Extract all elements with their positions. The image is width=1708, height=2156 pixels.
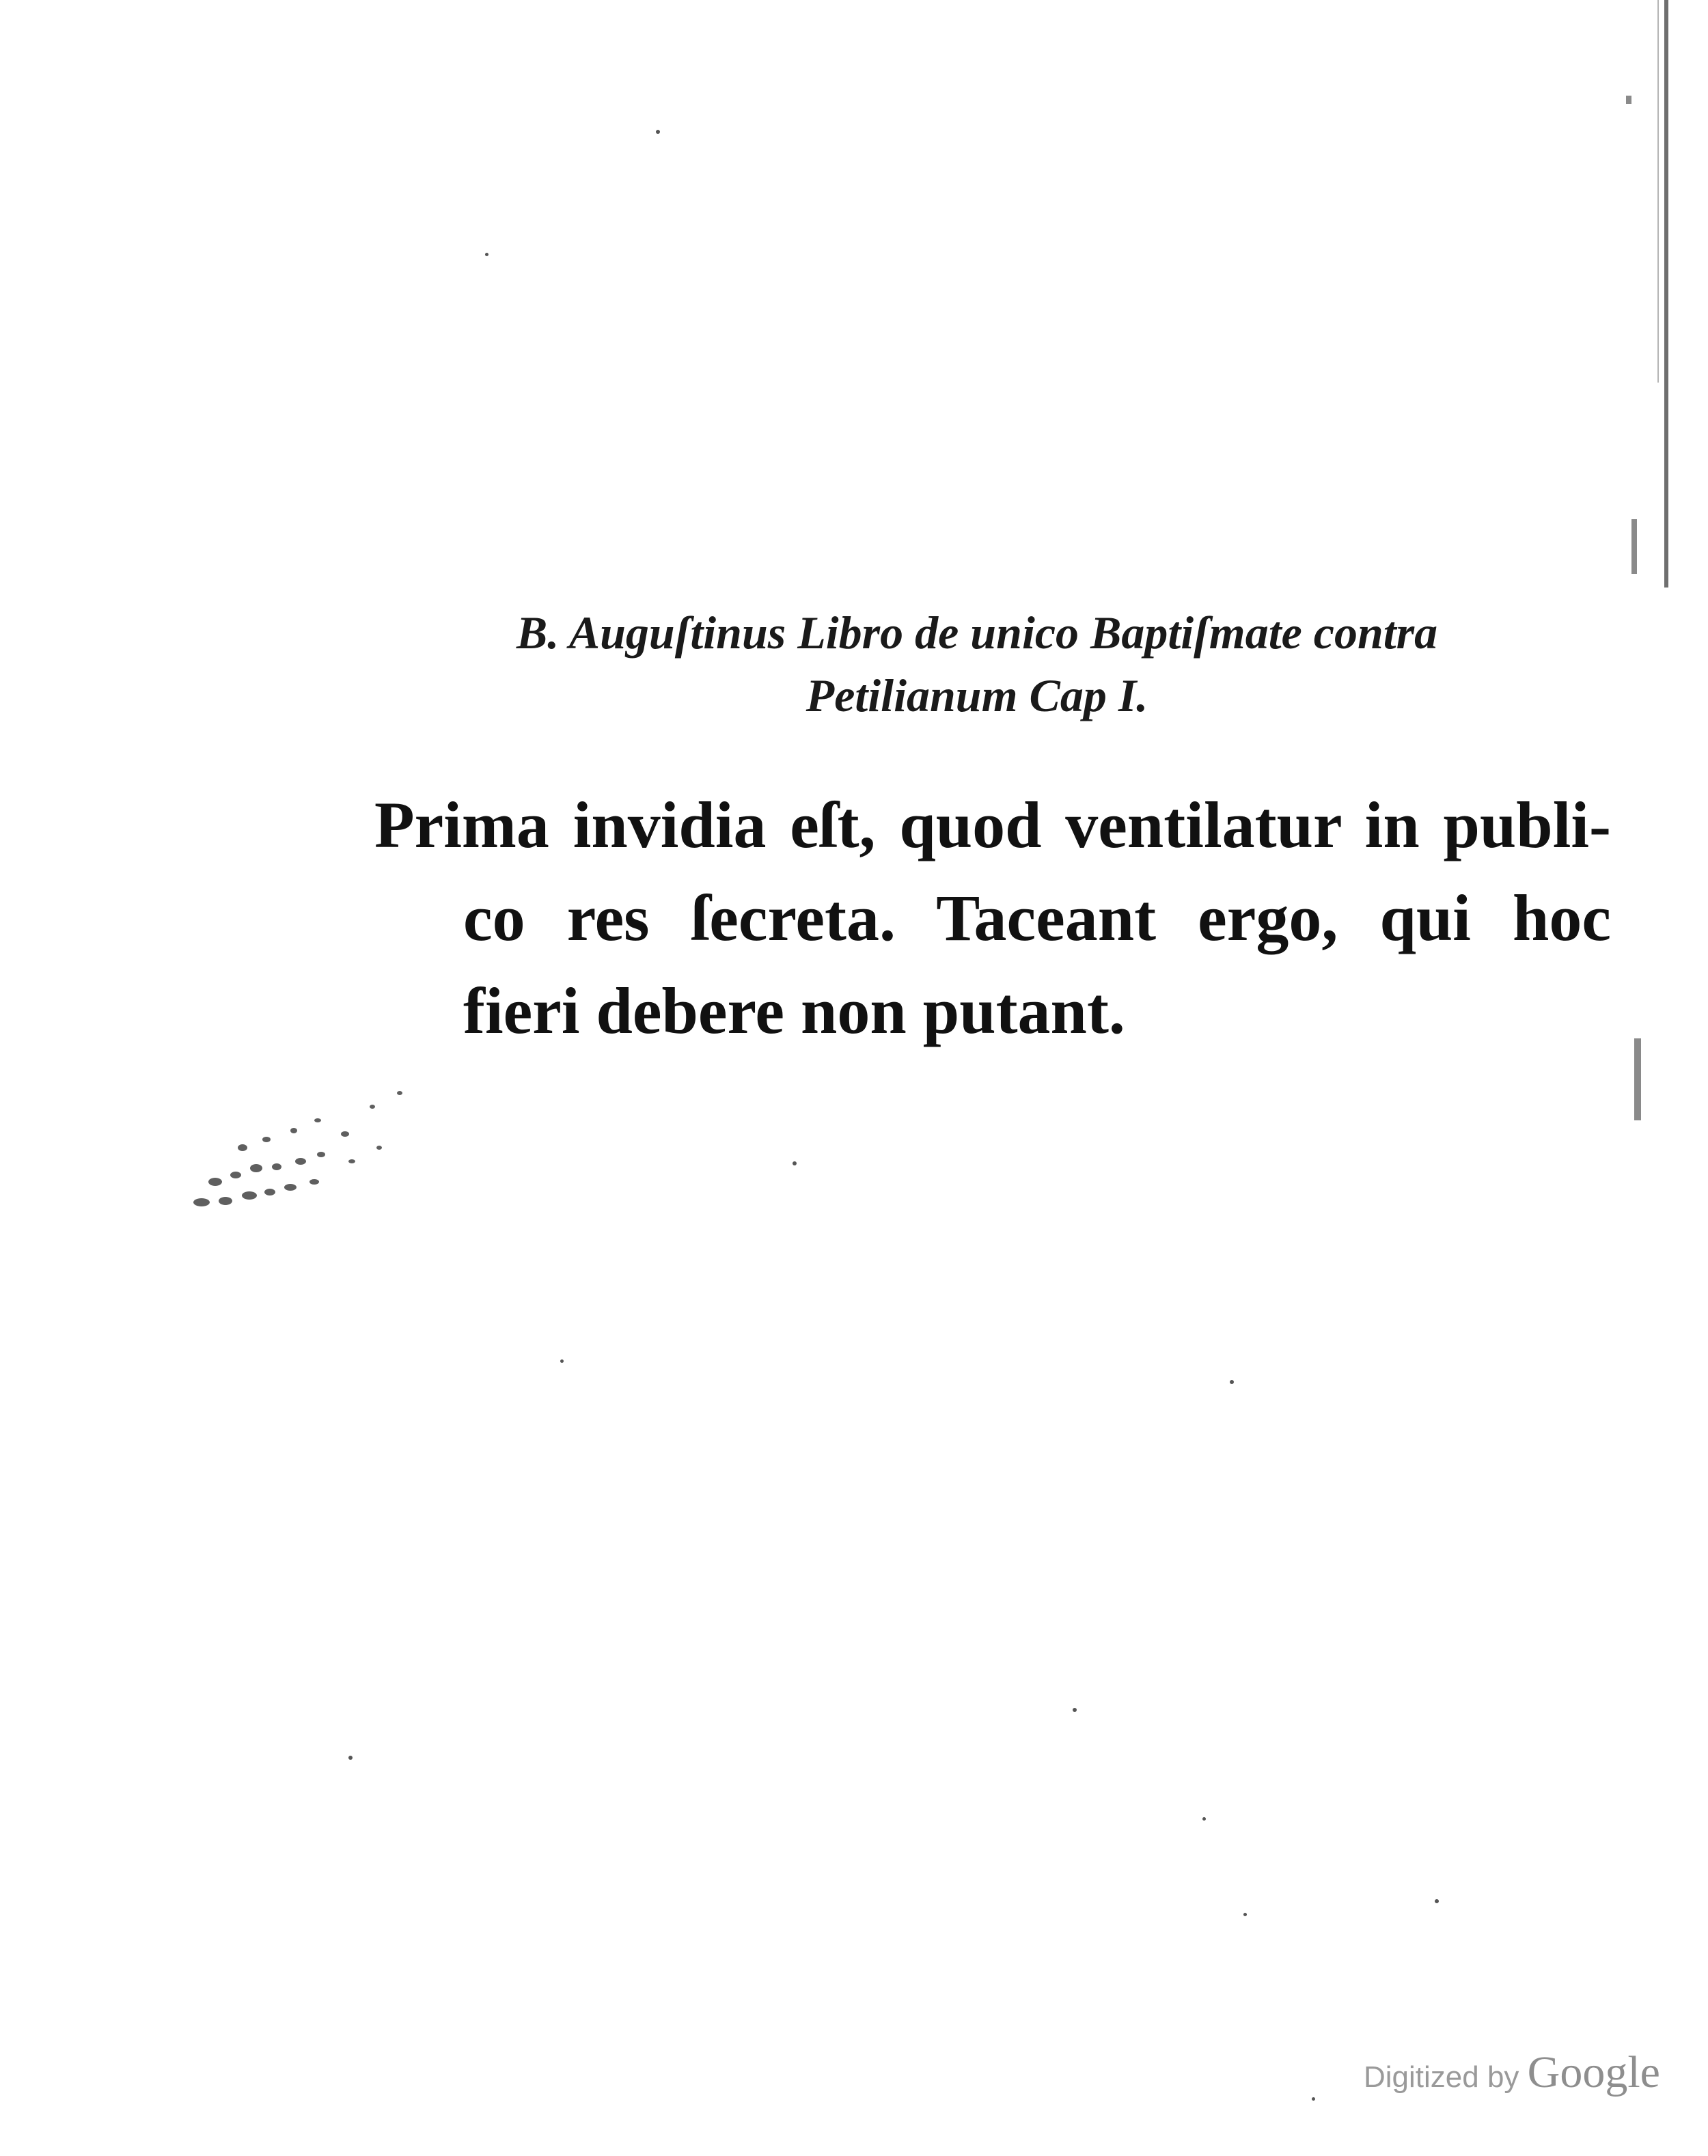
scan-speck <box>560 1359 564 1363</box>
digitized-prefix: Digitized by <box>1364 2060 1519 2094</box>
scan-speck <box>1312 2097 1315 2101</box>
digitized-by-google <box>1364 2047 1660 2099</box>
edge-mark <box>1631 519 1637 574</box>
attribution-line-2: Petilianum Cap I. <box>805 669 1148 721</box>
google-wordmark: Google <box>1527 2047 1660 2097</box>
scan-speck <box>1073 1708 1077 1712</box>
scan-speck <box>485 253 488 256</box>
quotation-text <box>374 779 1611 1058</box>
edge-mark <box>1626 96 1631 104</box>
scan-speck <box>1202 1817 1206 1821</box>
page-edge-shadow <box>1664 0 1668 588</box>
edge-mark <box>1634 1038 1641 1120</box>
scan-speck <box>348 1756 353 1760</box>
quote-line-2: co res ſecreta. Taceant ergo, qui hoc <box>463 881 1611 954</box>
scan-speck <box>793 1161 797 1165</box>
attribution-line-1: B. Auguſtinus Libro de unico Baptiſmate contra <box>516 607 1438 659</box>
source-attribution <box>478 601 1476 727</box>
scan-speck <box>1243 1913 1247 1916</box>
quote-line-3: fieri debere non putant. <box>463 974 1125 1047</box>
scan-speck <box>1230 1380 1234 1384</box>
scan-speck <box>1435 1899 1439 1903</box>
quote-line-1: Prima invidia eſt, quod ventilatur in publi- <box>374 788 1611 861</box>
library-stamp-icon <box>174 1066 434 1230</box>
page-edge-line <box>1657 0 1659 383</box>
scan-speck <box>656 130 660 134</box>
